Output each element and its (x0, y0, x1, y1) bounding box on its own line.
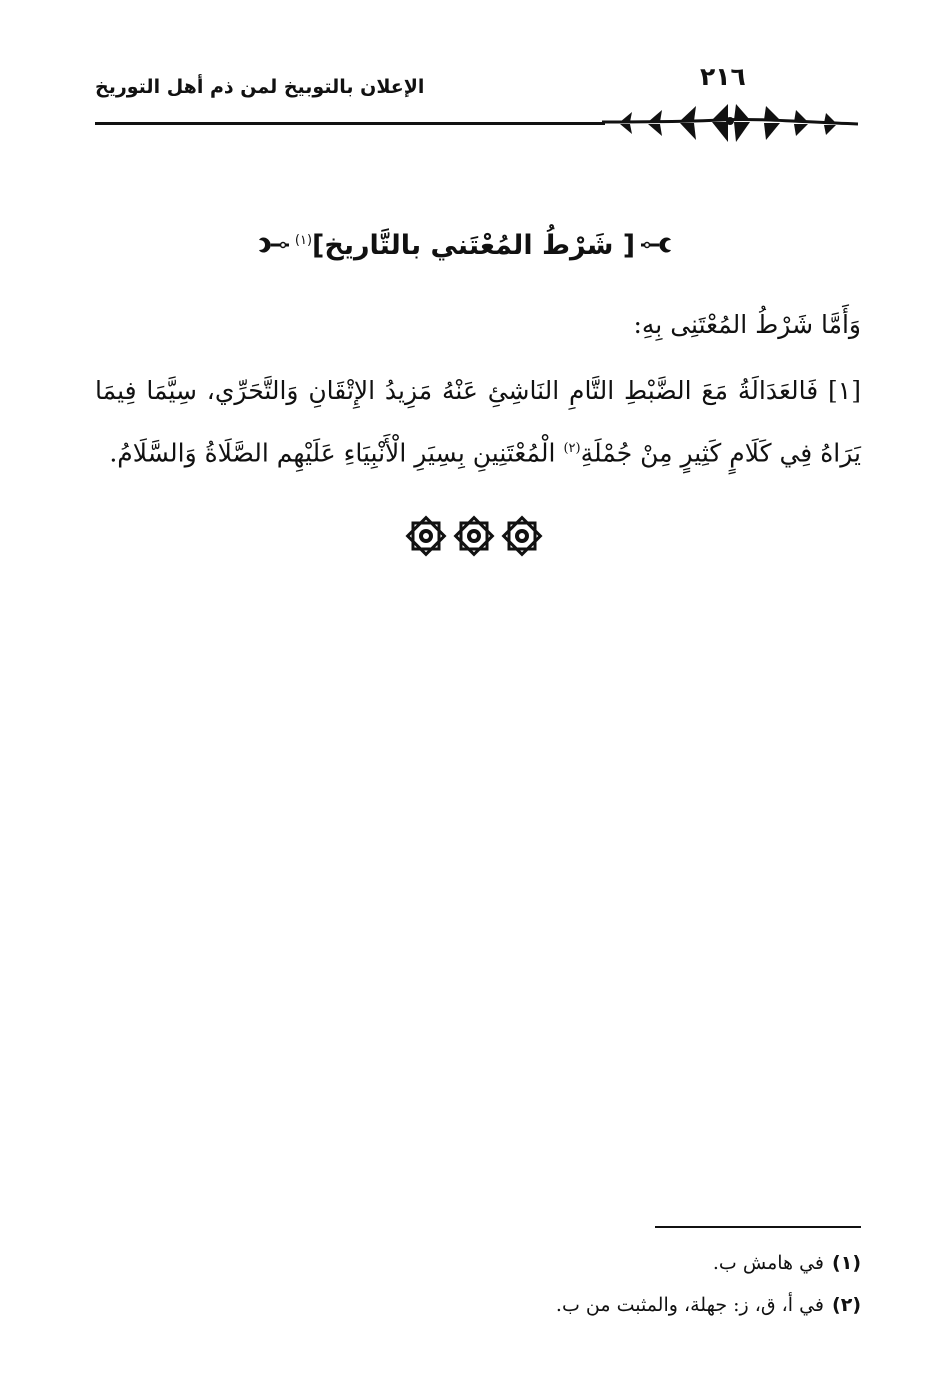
footnote-text: في هامش ب. (712, 1252, 825, 1274)
paragraph-text-part2: الْمُعْتَنِينِ بِسِيَرِ الْأَنْبِيَاءِ عَلَيْهِم الصَّلَاةُ وَالسَّلَامُ. (109, 438, 564, 468)
footnote-rule (655, 1226, 861, 1228)
footnote-2 (95, 1294, 861, 1316)
octagram-star-icon (452, 515, 496, 557)
footnote-number: (٢) (832, 1294, 861, 1316)
paragraph-footnote-ref: (٢) (563, 441, 581, 456)
floral-bracket-icon (639, 232, 673, 258)
section-separator (404, 515, 550, 557)
page-number: ٢١٦ (700, 62, 746, 91)
octagram-star-icon (404, 515, 448, 557)
section-heading (294, 220, 636, 270)
paragraph-text-part1: [١] فَالعَدَالَةُ مَعَ الضَّبْطِ التَّامِ النَاشِئِ عَنْهُ مَزِيدُ الإِتْقَانِ وَالتَّحَرِّي، سِيَّمَا فِيمَا يَرَاهُ فِي كَلَامٍ كَثِيرٍ مِنْ جُمْلَةِ (95, 376, 861, 468)
running-header-title: الإعلان بالتوبيخ لمن ذم أهل التوريخ (95, 76, 425, 98)
header-rule (95, 122, 605, 125)
heading-title: [ شَرْطُ المُعْتَني بالتَّاريخ] (312, 229, 636, 261)
footnote-text: في أ، ق، ز: جهلة، والمثبت من ب. (555, 1294, 825, 1316)
footnote-number: (١) (832, 1252, 861, 1274)
heading-text (295, 230, 635, 261)
footnote-1 (95, 1252, 861, 1274)
intro-line: وَأَمَّا شَرْطُ المُعْتَنِى بِهِ: (633, 310, 861, 339)
octagram-star-icon (500, 515, 544, 557)
body-paragraph (95, 362, 861, 482)
vine-ornament-icon (600, 100, 862, 148)
floral-bracket-icon (257, 232, 291, 258)
heading-footnote-ref: (١) (294, 232, 313, 248)
